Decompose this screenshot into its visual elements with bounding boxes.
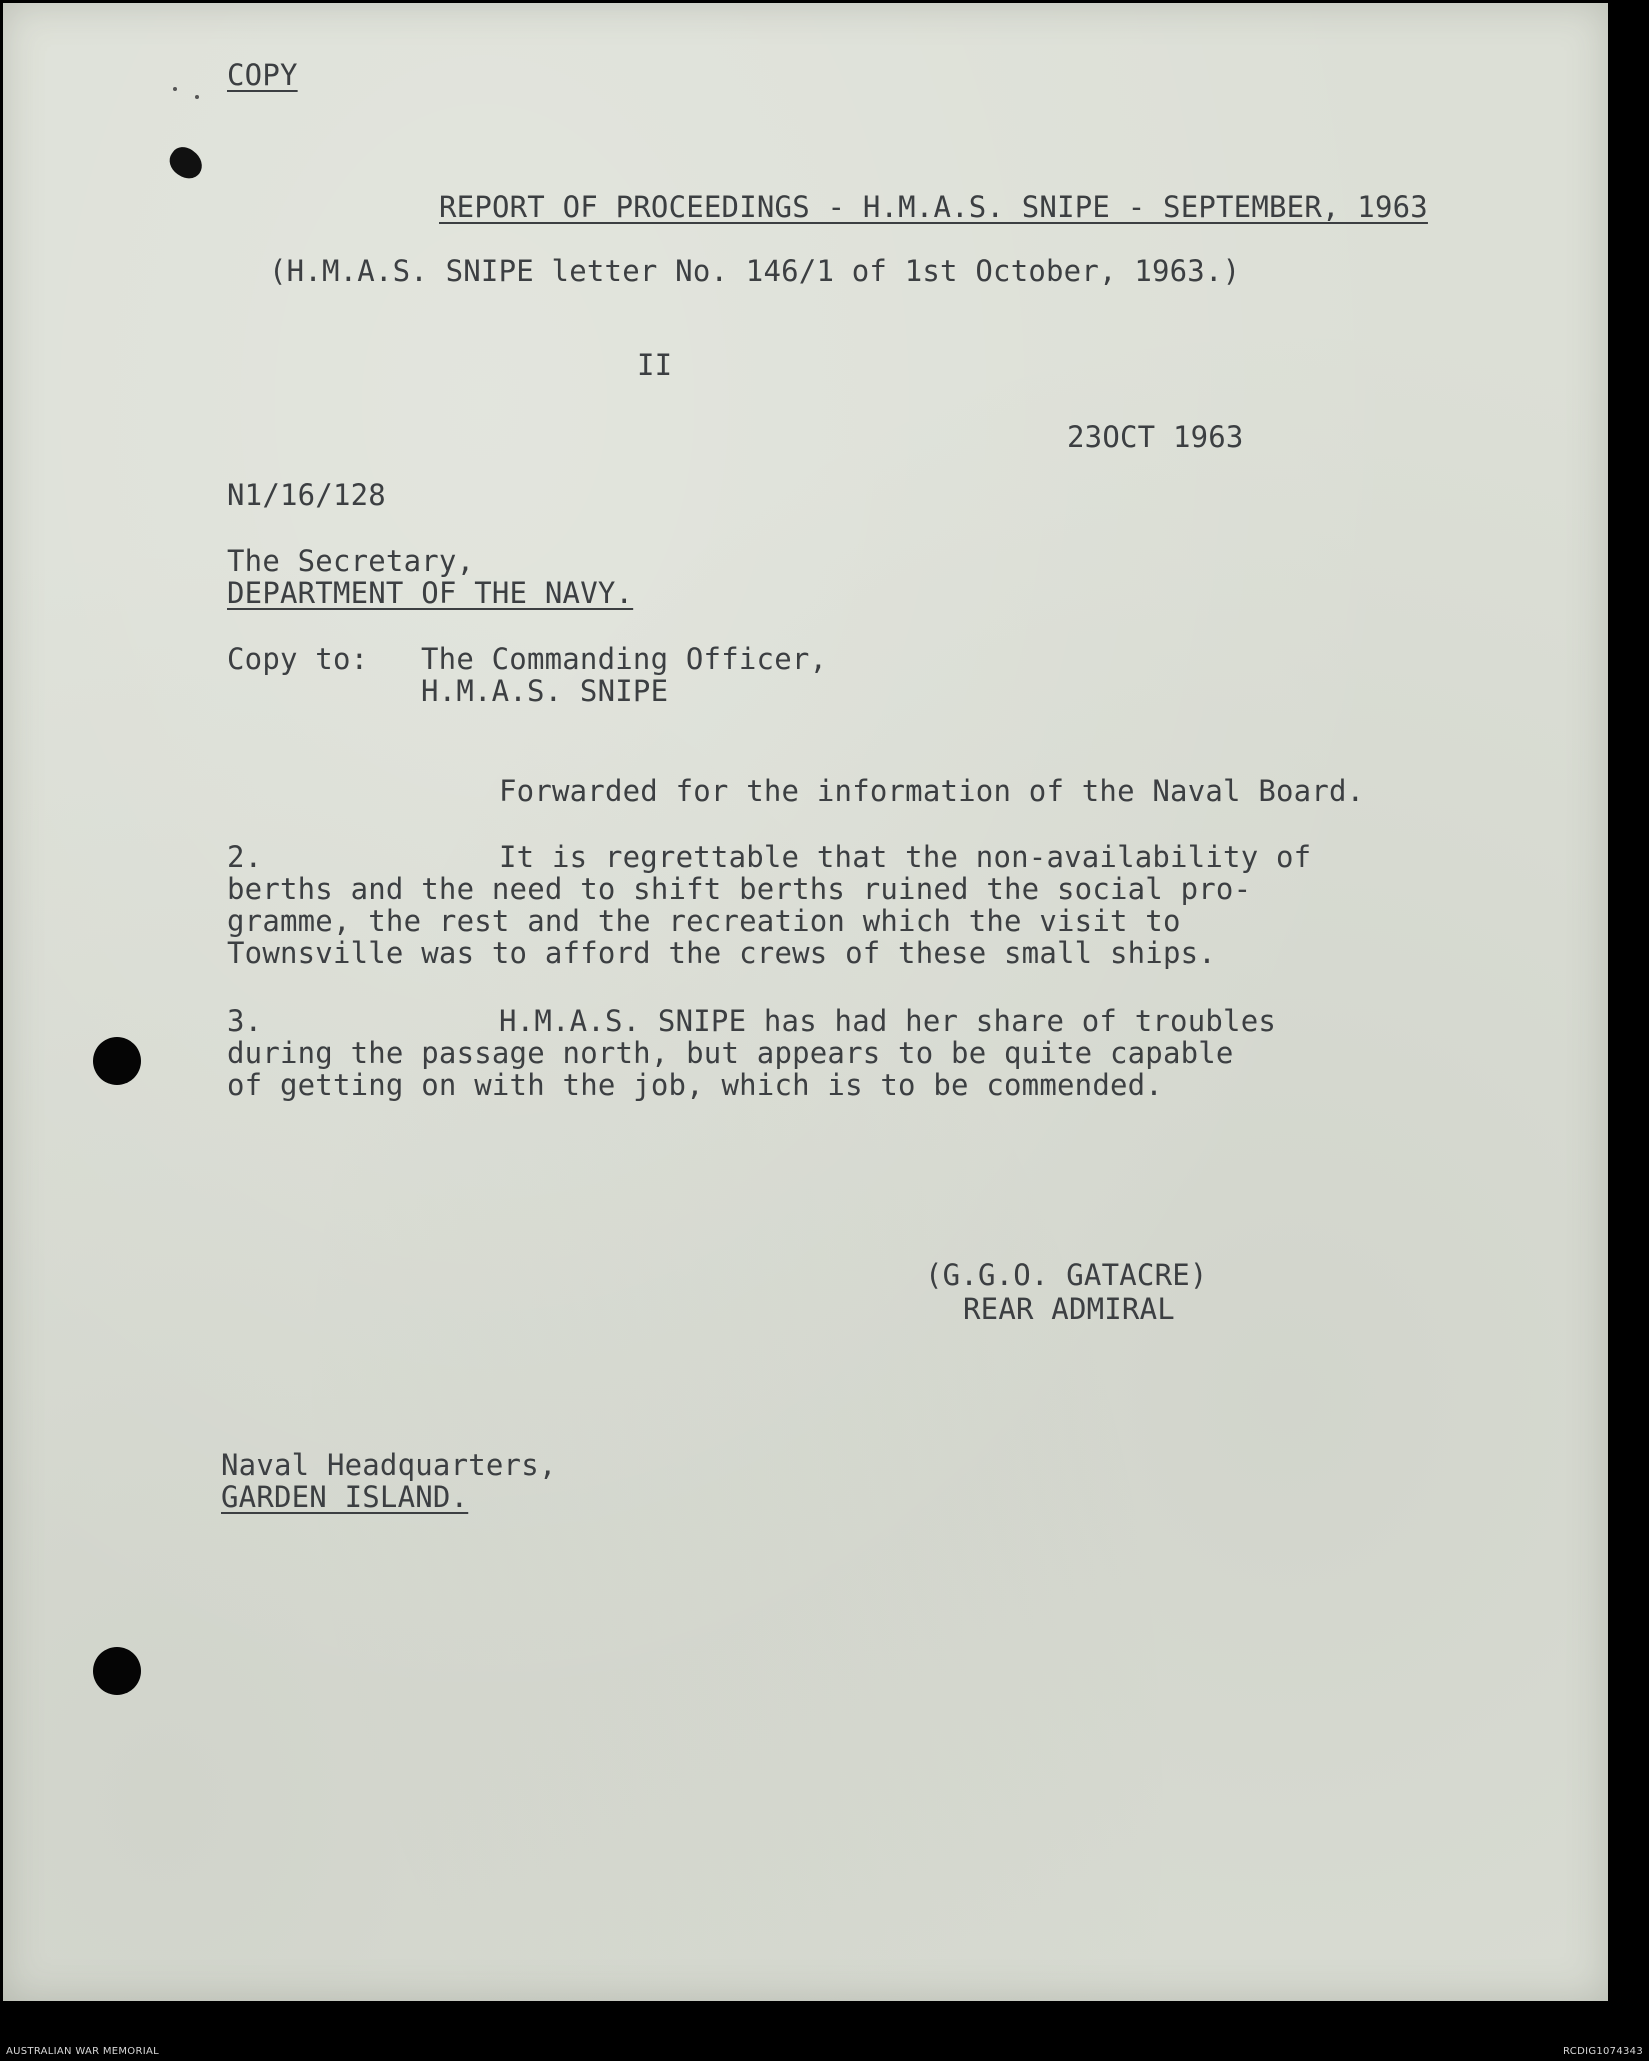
paragraph-2-line-1: It is regrettable that the non-availability of [499,840,1312,874]
section-number: II [637,348,673,382]
paper-speck [195,95,199,99]
copy-to-label: Copy to: [227,642,369,676]
paragraph-3-number: 3. [227,1004,263,1038]
paragraph-3-line-2: during the passage north, but appears to be quite capable [227,1036,1234,1070]
paper-speck [173,87,177,91]
paragraph-2-number: 2. [227,840,263,874]
addressee-line-2: DEPARTMENT OF THE NAVY. [227,576,634,610]
footer-archive-name: AUSTRALIAN WAR MEMORIAL [6,2046,159,2057]
paragraph-1: Forwarded for the information of the Naval Board. [499,774,1365,808]
copy-to-line-2: H.M.A.S. SNIPE [421,674,669,708]
signature-rank: REAR ADMIRAL [963,1292,1175,1326]
origin-line-1: Naval Headquarters, [221,1448,557,1482]
copy-to-line-1: The Commanding Officer, [421,642,828,676]
report-title: REPORT OF PROCEEDINGS - H.M.A.S. SNIPE - SEPTEMBER, 1963 [439,190,1428,224]
paragraph-3-line-1: H.M.A.S. SNIPE has had her share of troubles [499,1004,1277,1038]
letter-date: 23OCT 1963 [1067,420,1244,454]
punch-hole-bottom [93,1647,141,1695]
signature-name: (G.G.O. GATACRE) [925,1258,1208,1292]
paragraph-3-line-3: of getting on with the job, which is to be commended. [227,1068,1163,1102]
footer-archive-id: RCDIG1074343 [1563,2046,1643,2057]
origin-line-2: GARDEN ISLAND. [221,1480,469,1514]
document-page [3,3,1608,2001]
addressee-line-1: The Secretary, [227,544,475,578]
paragraph-2-line-3: gramme, the rest and the recreation which the visit to [227,904,1181,938]
report-subtitle: (H.M.A.S. SNIPE letter No. 146/1 of 1st October, 1963.) [269,254,1241,288]
copy-mark: COPY [227,58,298,92]
punch-hole-top [93,1037,141,1085]
ink-blot-mark [164,142,208,184]
file-reference: N1/16/128 [227,478,386,512]
paragraph-2-line-4: Townsville was to afford the crews of these small ships. [227,936,1216,970]
paragraph-2-line-2: berths and the need to shift berths ruined the social pro- [227,872,1252,906]
